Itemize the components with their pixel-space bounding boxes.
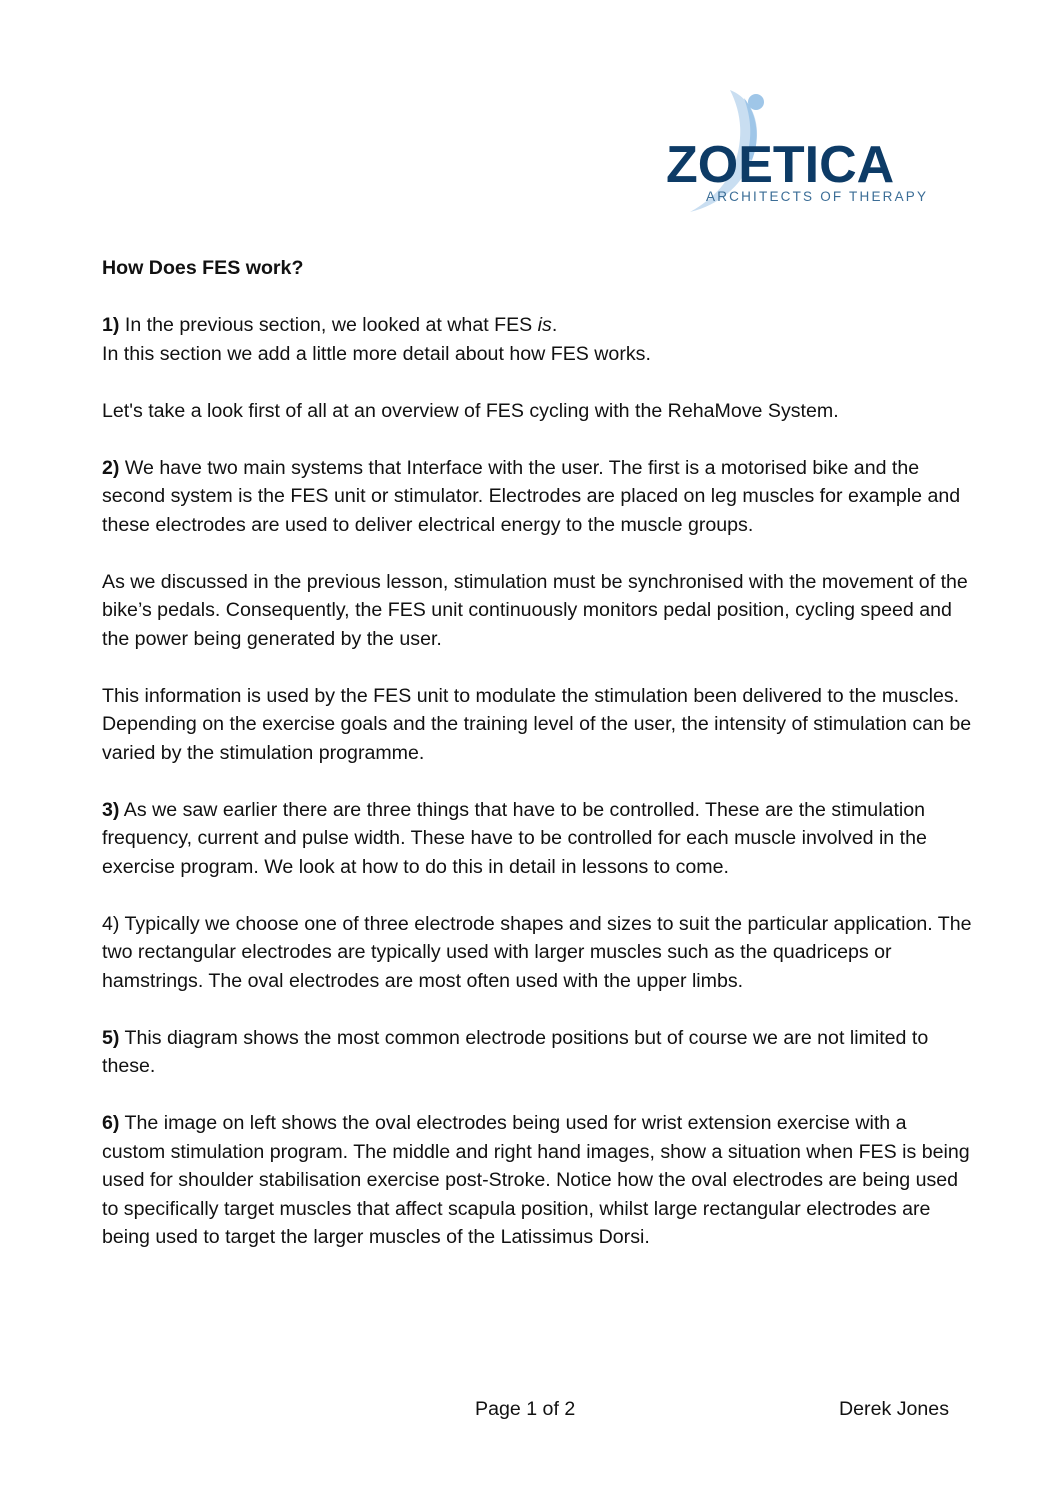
page-number: Page 1 of 2	[475, 1398, 576, 1420]
paragraph-text: In this section we add a little more detail about how FES works.	[102, 342, 651, 365]
paragraph-4: As we discussed in the previous lesson, stimulation must be synchronised with the movement of the bike’s pedals. Consequently, the FES unit continuously monitors pedal position, cycling speed and the power being generated by the user.	[102, 570, 968, 650]
logo-tagline: ARCHITECTS OF THERAPY	[706, 189, 929, 204]
paragraph-text: As we saw earlier there are three things that have to be controlled. These are the stimulation frequency, current and pulse width. These have to be controlled for each muscle involved in the exercise program. We look at how to do this in detail in lessons to come.	[102, 798, 927, 878]
document-body	[102, 254, 972, 1280]
paragraph-2: Let's take a look first of all at an overview of FES cycling with the RehaMove System.	[102, 399, 839, 422]
paragraph-number: 6)	[102, 1112, 120, 1134]
paragraph-9	[102, 1109, 972, 1252]
paragraph-number: 3)	[102, 798, 120, 821]
zoetica-logo	[660, 70, 960, 220]
paragraph-text: We have two main systems that Interface with the user. The first is a motorised bike and the second system is the FES unit or stimulator. Electrodes are placed on leg muscles for example and these electrodes are used to deliver electrical energy to the muscle groups.	[102, 456, 961, 536]
paragraph-emphasis: is	[537, 314, 552, 336]
logo-wordmark: ZOETICA	[666, 136, 895, 194]
paragraph-7: 4) Typically we choose one of three electrode shapes and sizes to suit the particular application. The two rectangular electrodes are typically used with larger muscles such as the quadriceps or hamstrings. The oval electrodes are most often used with the upper limbs.	[102, 912, 972, 992]
paragraph-1	[102, 311, 972, 368]
paragraph-text: The image on left shows the oval electrodes being used for wrist extension exercise with a custom stimulation program. The middle and right hand images, show a situation when FES is being used for shoulder stabilisation exercise post-Stroke. Notice how the oval electrodes are being used to specifically target muscles that affect scapula position, whilst large rectangular electrodes are being used to target the larger muscles of the Latissimus Dorsi.	[102, 1112, 970, 1248]
paragraph-text: .	[551, 314, 558, 336]
paragraph-6	[102, 796, 972, 882]
paragraph-8	[102, 1024, 972, 1081]
paragraph-number: 2)	[102, 456, 120, 479]
paragraph-5: This information is used by the FES unit to modulate the stimulation been delivered to the muscles. Depending on the exercise goals and the training level of the user, the intensity of stimulation can be varied by the stimulation programme.	[102, 684, 972, 764]
paragraph-3	[102, 454, 972, 540]
document-title: How Does FES work?	[102, 257, 304, 279]
author-name: Derek Jones	[839, 1398, 949, 1420]
paragraph-text: In the previous section, we looked at what FES	[119, 314, 538, 336]
paragraph-number: 1)	[102, 314, 120, 336]
paragraph-text: This diagram shows the most common electrode positions but of course we are not limited to these.	[102, 1026, 929, 1077]
paragraph-number: 5)	[102, 1026, 120, 1049]
zoetica-logo-graphic	[660, 70, 960, 220]
